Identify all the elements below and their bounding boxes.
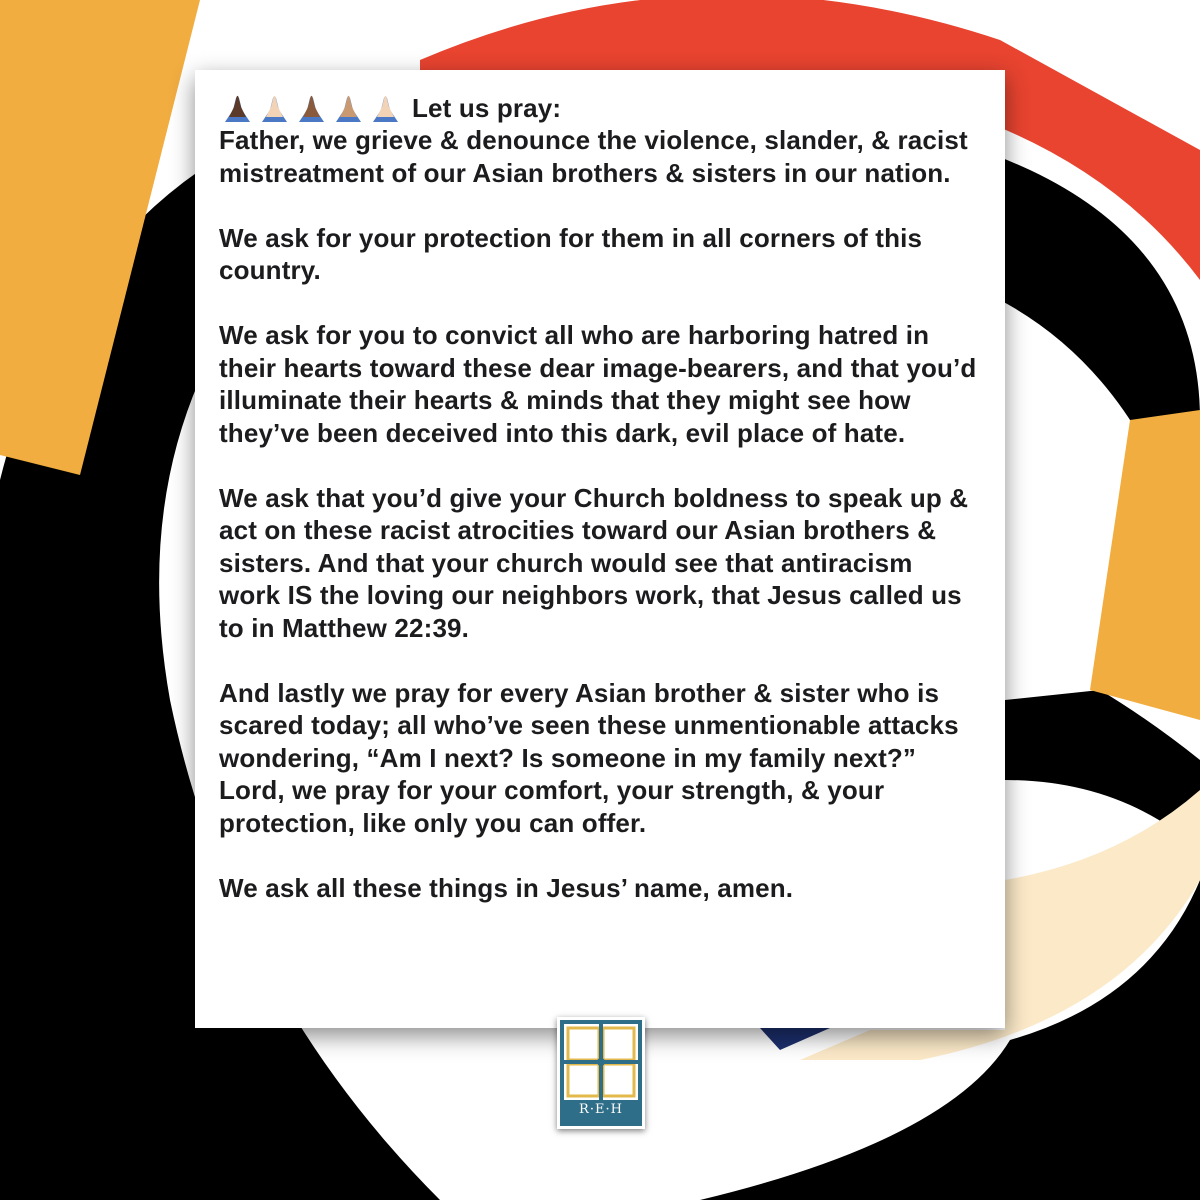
praying-hands-icon	[330, 94, 367, 124]
praying-hands-icon	[256, 94, 293, 124]
paragraph-amen: We ask all these things in Jesus’ name, amen.	[219, 872, 794, 903]
window-cross-icon	[564, 1024, 638, 1100]
reh-logo	[557, 1017, 645, 1129]
paragraph-grieve: Father, we grieve & denounce the violence, slander, & racist mistreatment of our Asian brothers & sisters in our nation.	[219, 125, 968, 188]
praying-hands-icon	[219, 94, 256, 124]
paragraph-boldness: We ask that you’d give your Church boldness to speak up & act on these racist atrocities toward our Asian brothers & sisters. And that your church would see that antiracism work IS the loving our neighbors work, that Jesus called us to in Matthew 22:39.	[219, 482, 969, 643]
logo-badge	[560, 1020, 642, 1126]
praying-hands-icon	[293, 94, 330, 124]
paragraph-convict: We ask for you to convict all who are harboring hatred in their hearts toward these dear image-bearers, and that you’d illuminate their hearts & minds that they might see how they’ve been deceived into this dark, evil place of hate.	[219, 320, 977, 448]
logo-text: R·E·H	[579, 1102, 623, 1117]
prayer-text	[219, 92, 981, 904]
intro-label: Let us pray:	[412, 92, 562, 123]
praying-hands-icon	[367, 94, 404, 124]
paragraph-protection: We ask for your protection for them in all corners of this country.	[219, 222, 923, 285]
prayer-post-card	[195, 70, 1005, 1028]
intro-line	[219, 92, 981, 124]
paragraph-lastly: And lastly we pray for every Asian brother & sister who is scared today; all who’ve seen these unmentionable attacks wondering, “Am I next? Is someone in my family next?” Lord, we pray for your comfort, your strength, & your protection, like only you can offer.	[219, 677, 959, 838]
praying-hands-row	[219, 94, 404, 124]
